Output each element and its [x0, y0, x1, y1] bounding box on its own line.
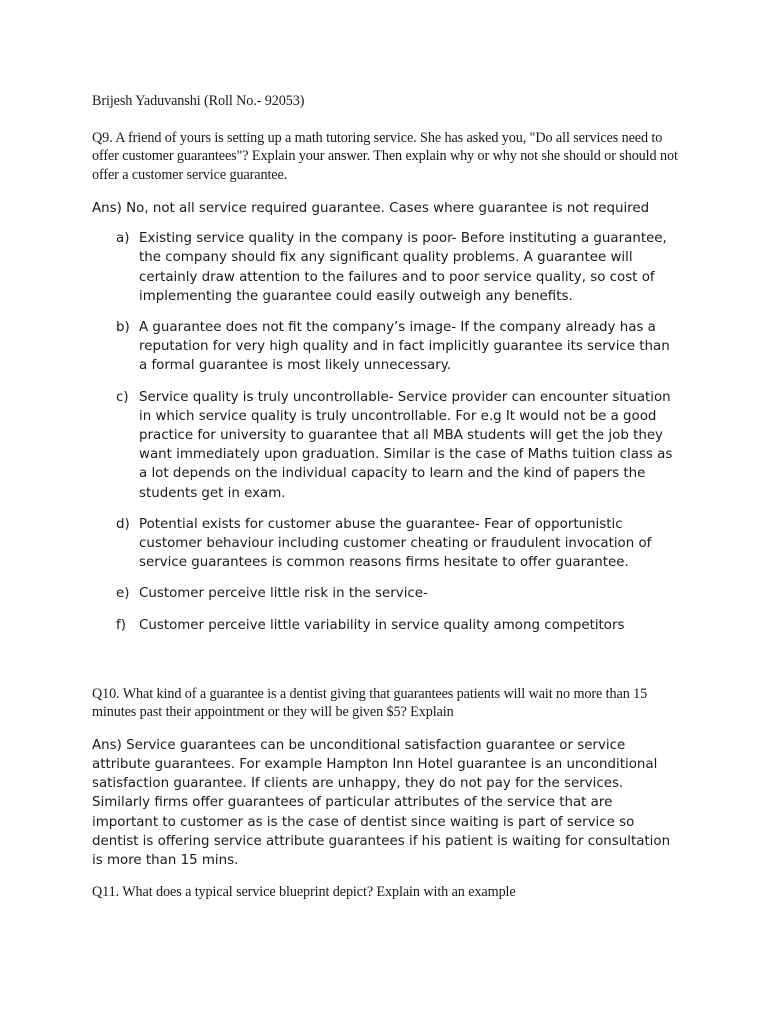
list-item	[92, 318, 682, 376]
list-marker: f)	[116, 617, 126, 633]
list-marker: d)	[116, 516, 130, 532]
answer-q9-intro: Ans) No, not all service required guarantee. Cases where guarantee is not required	[92, 201, 650, 216]
question-q9: Q9. A friend of yours is setting up a math tutoring service. She has asked you, "Do all services need to offer customer guarantees"? Explain your answer. Then explain why or why not she should or should not offer a customer service guarantee.	[92, 129, 678, 183]
list-marker: a)	[116, 231, 130, 247]
list-item-text: A guarantee does not fit the company’s image- If the company already has a reputation for very high quality and in fact implicitly guarantee its service than a formal guarantee is most likely unnecessary.	[139, 320, 670, 374]
author-line: Brijesh Yaduvanshi (Roll No.- 92053)	[92, 93, 305, 109]
document-page	[92, 92, 682, 902]
list-item	[92, 515, 682, 573]
list-item-text: Service quality is truly uncontrollable- Service provider can encounter situation in which service quality is truly uncontrollable. For e.g It would not be a good practice for university to guarantee that all MBA students will get the job they want immediately upon graduation. Similar is the case of Maths tuition class as a lot depends on the individual capacity to learn and the kind of papers the students get in exam.	[139, 389, 673, 501]
question-q11: Q11. What does a typical service blueprint depict? Explain with an example	[92, 884, 516, 901]
question-q10: Q10. What kind of a guarantee is a dentist giving that guarantees patients will wait no more than 15 minutes past their appointment or they will be given $5? Explain	[92, 685, 648, 721]
list-item-text: Customer perceive little risk in the service-	[139, 586, 428, 602]
list-item	[92, 388, 682, 503]
list-item-text: Potential exists for customer abuse the guarantee- Fear of opportunistic customer behaviour including customer cheating or fraudulent invocation of service guarantees is common reasons firms hesitate to offer guarantee.	[139, 516, 652, 571]
list-item	[92, 229, 682, 306]
list-marker: c)	[116, 389, 129, 405]
list-item	[92, 616, 682, 635]
q9-reasons-list	[92, 229, 682, 635]
list-marker: e)	[116, 586, 130, 602]
list-item-text: Customer perceive little variability in service quality among competitors	[139, 617, 625, 633]
list-marker: b)	[116, 320, 130, 336]
list-item-text: Existing service quality in the company is poor- Before instituting a guarantee, the company should fix any significant quality problems. A guarantee will certainly draw attention to the failures and to poor service quality, so cost of implementing the guarantee could easily outweigh any benefits.	[139, 231, 667, 304]
list-item	[92, 584, 682, 603]
answer-q10: Ans) Service guarantees can be unconditional satisfaction guarantee or service attribute guarantees. For example Hampton Inn Hotel guarantee is an unconditional satisfaction guarantee. If clients are unhappy, they do not pay for the services. Similarly firms offer guarantees of particular attributes of the service that are important to customer as is the case of dentist since waiting is part of service so dentist is offering service attribute guarantees if his patient is waiting for consultation is more than 15 mins.	[92, 737, 671, 869]
